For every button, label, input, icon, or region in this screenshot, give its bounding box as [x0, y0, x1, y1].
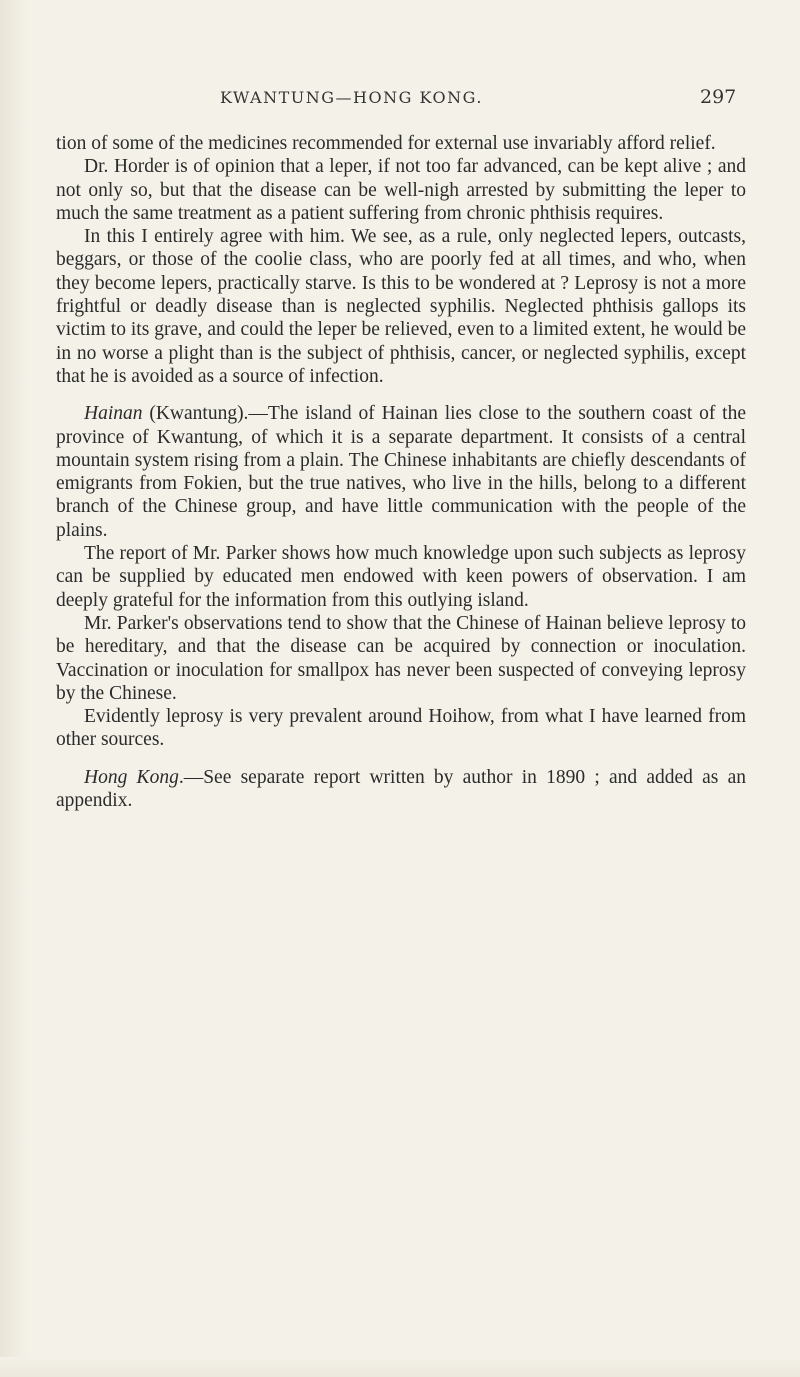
page-gutter-shadow — [0, 0, 28, 1377]
paragraph-hong-kong-text: .—See separate report written by author in 1890 ; and added as an appendix. — [56, 766, 746, 812]
paragraph-continuation: tion of some of the medicines recommended for external use invariably afford relief. — [56, 133, 716, 154]
section-heading-hainan: Hainan — [84, 403, 143, 425]
page-bottom-edge — [0, 1357, 800, 1377]
section-heading-hong-kong: Hong Kong — [84, 766, 179, 788]
paragraph-agreement: In this I entirely agree with him. We see, as a rule, only neglected lepers, outcasts, beggars, or those of the coolie class, who are poorly fed at all times, and who, when they become lepers, practically starve. Is this to be wondered at ? Leprosy is not a more frightful or deadly disease than is neglected syphilis. Neglected phthisis gallops its victim to its grave, and could the leper be relieved, even to a limited extent, he would be in no worse a plight than is the subject of phthisis, cancer, or neglected syphilis, except that he is avoided as a source of infection. — [56, 226, 746, 387]
paragraph-horder-opinion: Dr. Horder is of opinion that a leper, if not too far advanced, can be kept alive ; and not only so, but that the disease can be well-nigh arrested by submitting the leper to much the same treatment as a patient suffering from chronic phthisis requires. — [56, 156, 746, 224]
paragraph-hong-kong — [56, 766, 746, 813]
paragraph-parker-report: The report of Mr. Parker shows how much knowledge upon such subjects as leprosy can be supplied by educated men endowed with keen powers of observation. I am deeply grateful for the information from this outlying island. — [56, 543, 746, 611]
paragraph-hoihow: Evidently leprosy is very prevalent around Hoihow, from what I have learned from other sources. — [56, 706, 746, 751]
paragraph-parker-observations: Mr. Parker's observations tend to show that the Chinese of Hainan believe leprosy to be hereditary, and that the disease can be acquired by connection or inoculation. Vaccination or inoculation for smallpox has never been suspected of conveying leprosy by the Chinese. — [56, 612, 746, 704]
page-number: 297 — [700, 86, 737, 108]
paragraph-hainan-text: (Kwantung).—The island of Hainan lies close to the southern coast of the province of Kwantung, of which it is a separate department. It consists of a central mountain system rising from a plain. The Chinese inhabitants are chiefly descendants of emigrants from Fokien, but the true natives, who live in the hills, belong to a different branch of the Chinese group, and have little communication with the people of the plains. — [56, 403, 746, 541]
running-head-title: KWANTUNG—HONG KONG. — [220, 88, 483, 107]
paragraph-hainan — [56, 402, 746, 542]
body-text — [56, 132, 746, 812]
running-head — [0, 88, 800, 112]
